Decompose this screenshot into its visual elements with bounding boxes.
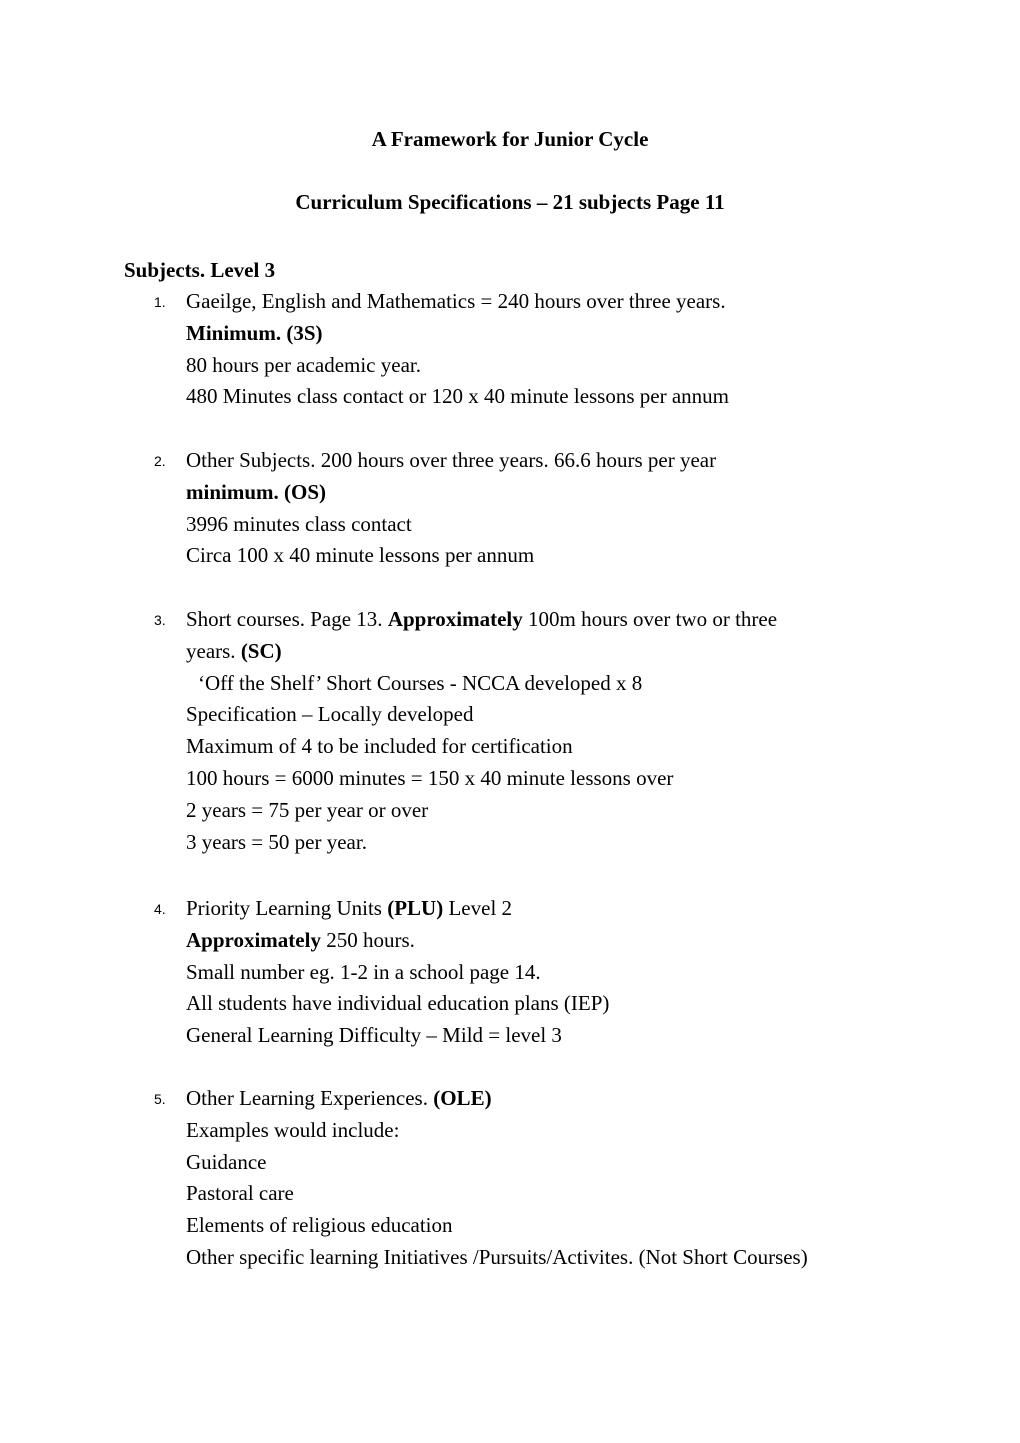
list-item-line bbox=[186, 604, 926, 636]
body-text: Priority Learning Units bbox=[186, 896, 388, 920]
list-item-body bbox=[186, 445, 926, 572]
body-text: Examples would include: bbox=[186, 1117, 400, 1142]
list-item-line bbox=[186, 445, 926, 477]
list-item-line bbox=[186, 477, 926, 509]
list-item-line bbox=[186, 286, 926, 318]
list-item-body bbox=[186, 286, 926, 413]
bold-text: Minimum. (3S) bbox=[186, 320, 323, 345]
list-item-body bbox=[186, 1083, 926, 1274]
body-text: years. bbox=[186, 638, 241, 663]
body-text: 100 hours = 6000 minutes = 150 x 40 minute lessons over bbox=[186, 765, 674, 790]
list-item-line bbox=[186, 1147, 926, 1179]
body-text: All students have individual education plans (IEP) bbox=[186, 991, 610, 1016]
bold-text: (PLU) bbox=[387, 896, 444, 920]
list-item-line bbox=[186, 893, 926, 925]
list-item-line bbox=[186, 827, 926, 859]
list-item-number: 3. bbox=[154, 612, 166, 628]
list-item-line bbox=[186, 1210, 926, 1242]
list-item-number: 5. bbox=[154, 1091, 166, 1107]
list-item-line bbox=[186, 925, 926, 957]
body-text: Short courses. Page 13. bbox=[186, 607, 388, 631]
body-text: 2 years = 75 per year or over bbox=[186, 797, 429, 822]
document-title: A Framework for Junior Cycle bbox=[371, 127, 649, 151]
list-item-line bbox=[186, 509, 926, 541]
body-text: ‘Off the Shelf’ Short Courses - NCCA developed x 8 bbox=[198, 670, 643, 695]
list-item-line bbox=[186, 668, 926, 700]
body-text: 480 Minutes class contact or 120 x 40 minute lessons per annum bbox=[186, 384, 729, 409]
bold-text: (OLE) bbox=[433, 1086, 492, 1110]
body-text: Other Subjects. 200 hours over three years. 66.6 hours per year bbox=[186, 448, 717, 472]
body-text: Small number eg. 1-2 in a school page 14. bbox=[186, 959, 541, 984]
list-item-line bbox=[186, 988, 926, 1020]
list-item-line bbox=[186, 1020, 926, 1052]
document-subtitle: Curriculum Specifications – 21 subjects Page 11 bbox=[295, 190, 725, 214]
list-item-line bbox=[186, 795, 926, 827]
bold-text: Approximately bbox=[186, 927, 321, 952]
list-item-body bbox=[186, 604, 926, 858]
list-item-number: 4. bbox=[154, 901, 166, 917]
list-item-line bbox=[186, 1242, 926, 1274]
body-text: Elements of religious education bbox=[186, 1213, 453, 1238]
body-text: Maximum of 4 to be included for certification bbox=[186, 734, 573, 759]
body-text: Pastoral care bbox=[186, 1181, 294, 1206]
body-text: Circa 100 x 40 minute lessons per annum bbox=[186, 543, 535, 568]
list-item-line bbox=[186, 957, 926, 989]
bold-text: Approximately bbox=[387, 607, 523, 631]
bold-text: minimum. (OS) bbox=[186, 479, 327, 504]
body-text: Level 2 bbox=[443, 896, 513, 920]
body-text: 250 hours. bbox=[320, 927, 415, 952]
list-item-line bbox=[186, 540, 926, 572]
body-text: General Learning Difficulty – Mild = level 3 bbox=[186, 1023, 562, 1048]
list-item-line bbox=[186, 1083, 926, 1115]
body-text: 3996 minutes class contact bbox=[186, 511, 412, 536]
list-item-line bbox=[186, 763, 926, 795]
body-text: 100m hours over two or three bbox=[522, 607, 778, 631]
list-item-number: 1. bbox=[154, 294, 166, 310]
body-text: 3 years = 50 per year. bbox=[186, 829, 367, 854]
list-item-body bbox=[186, 893, 926, 1052]
body-text: Other specific learning Initiatives /Pursuits/Activites. (Not Short Courses) bbox=[186, 1244, 808, 1269]
list-item-line bbox=[186, 636, 926, 668]
body-text: Other Learning Experiences. bbox=[186, 1086, 434, 1110]
body-text: Gaeilge, English and Mathematics = 240 hours over three years. bbox=[186, 289, 726, 313]
list-item-line bbox=[186, 731, 926, 763]
list-item-line bbox=[186, 1178, 926, 1210]
section-heading: Subjects. Level 3 bbox=[124, 258, 276, 282]
bold-text: (SC) bbox=[240, 638, 282, 663]
body-text: Specification – Locally developed bbox=[186, 702, 474, 727]
body-text: Guidance bbox=[186, 1149, 267, 1174]
body-text: 80 hours per academic year. bbox=[186, 352, 421, 377]
list-item-line bbox=[186, 350, 926, 382]
list-item-number: 2. bbox=[154, 453, 166, 469]
list-item-line bbox=[186, 318, 926, 350]
list-item-line bbox=[186, 699, 926, 731]
list-item-line bbox=[186, 1115, 926, 1147]
list-item-line bbox=[186, 381, 926, 413]
